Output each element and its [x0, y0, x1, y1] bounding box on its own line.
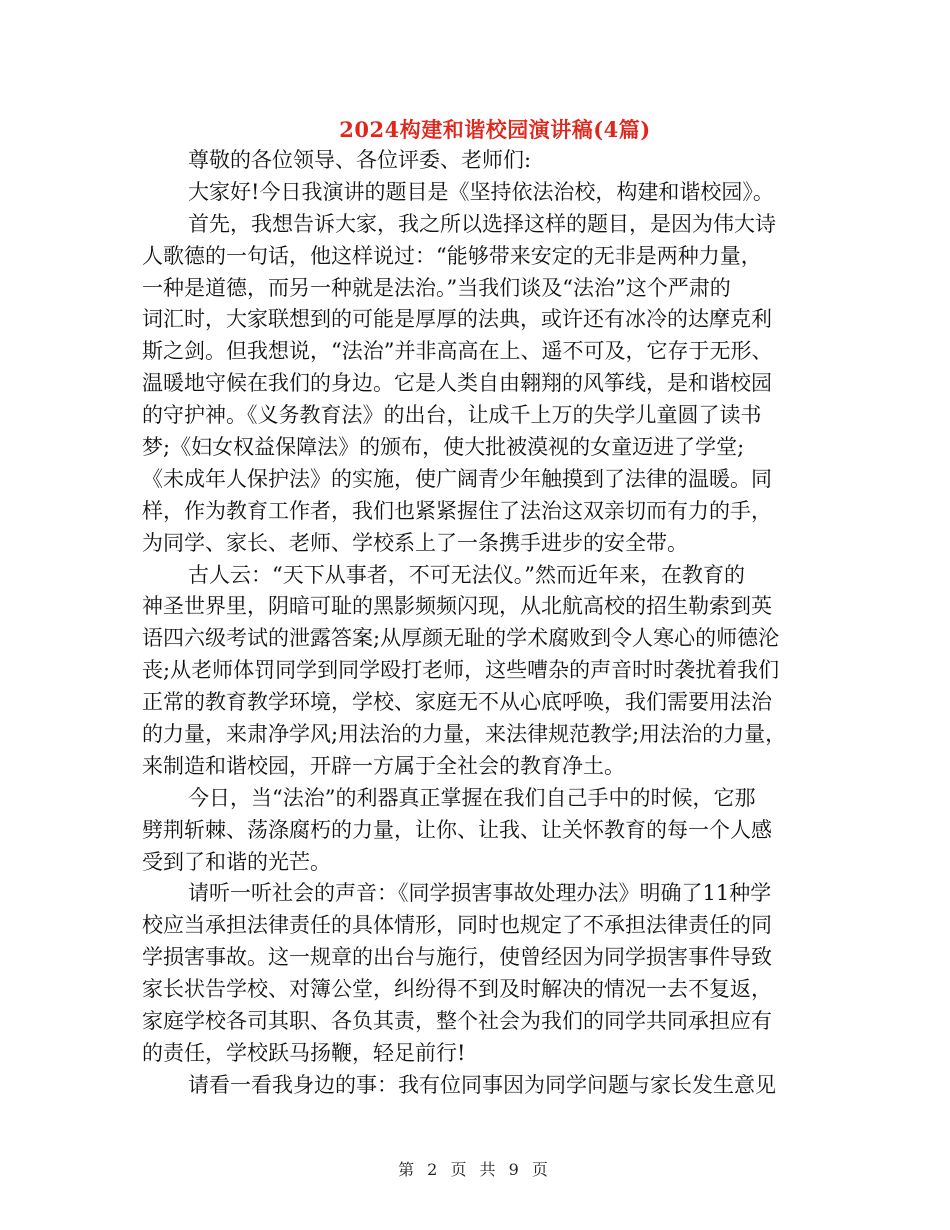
text-line: 学损害事故。这一规章的出台与施行，使曾经因为同学损害事件导致 [142, 945, 772, 970]
text-line: 语四六级考试的泄露答案;从厚颜无耻的学术腐败到令人寒心的师德沦 [142, 626, 780, 651]
text-line: 温暖地守候在我们的身边。它是人类自由翱翔的风筝线，是和谐校园 [142, 371, 772, 396]
text-line: 正常的教育教学环境，学校、家庭无不从心底呼唤，我们需要用法治 [142, 690, 772, 715]
document-body [142, 145, 812, 1102]
text-line: 一种是道德，而另一种就是法治。”当我们谈及“法治”这个严肃的 [142, 275, 731, 300]
text-line: 的责任，学校跃马扬鞭，轻足前行! [142, 1040, 466, 1065]
text-line: 为同学、家长、老师、学校系上了一条携手进步的安全带。 [142, 530, 688, 555]
text-line: 丧;从老师体罚同学到同学殴打老师，这些嘈杂的声音时时袭扰着我们 [142, 658, 780, 683]
text-line: 大家好!今日我演讲的题目是《坚持依法治校，构建和谐校园》。 [188, 179, 774, 204]
document-title: 2024构建和谐校园演讲稿(4篇) [339, 117, 651, 142]
text-line: 古人云：“天下从事者，不可无法仪。”然而近年来，在教育的 [188, 562, 745, 587]
text-line: 劈荆斩棘、荡涤腐朽的力量，让你、让我、让关怀教育的每一个人感 [142, 817, 772, 842]
text-line: 的力量，来肃净学风;用法治的力量，来法律规范教学;用法治的力量， [142, 722, 787, 747]
text-line: 梦;《妇女权益保障法》的颁布，使大批被漠视的女童迈进了学堂; [142, 435, 745, 460]
text-line: 神圣世界里，阴暗可耻的黑影频频闪现，从北航高校的招生勒索到英 [142, 594, 772, 619]
text-line: 来制造和谐校园，开辟一方属于全社会的教育净土。 [142, 753, 625, 778]
text-line: 受到了和谐的光芒。 [142, 849, 331, 874]
text-line: 样，作为教育工作者，我们也紧紧握住了法治这双亲切而有力的手， [142, 498, 772, 523]
text-line: 请听一听社会的声音：《同学损害事故处理办法》明确了11种学 [188, 881, 772, 906]
text-line: 今日，当“法治”的利器真正掌握在我们自己手中的时候，它那 [188, 785, 756, 810]
page-footer: 第 2 页 共 9 页 [398, 1160, 552, 1179]
text-line: 校应当承担法律责任的具体情形，同时也规定了不承担法律责任的同 [142, 913, 772, 938]
text-line: 词汇时，大家联想到的可能是厚厚的法典，或许还有冰冷的达摩克利 [142, 307, 772, 332]
text-line: 家庭学校各司其职、各负其责，整个社会为我们的同学共同承担应有 [142, 1009, 772, 1034]
text-line: 尊敬的各位领导、各位评委、老师们: [188, 148, 532, 172]
text-line: 请看一看我身边的事：我有位同事因为同学问题与家长发生意见 [188, 1072, 776, 1097]
text-line: 首先，我想告诉大家，我之所以选择这样的题目，是因为伟大诗 [188, 211, 776, 236]
text-line: 人歌德的一句话，他这样说过：“能够带来安定的无非是两种力量， [142, 243, 762, 268]
text-line: 《未成年人保护法》的实施，使广阔青少年触摸到了法律的温暖。同 [142, 466, 772, 491]
text-line: 家长状告学校、对簿公堂，纠纷得不到及时解决的情况一去不复返， [142, 977, 772, 1002]
text-line: 斯之剑。但我想说，“法治”并非高高在上、遥不可及，它存于无形、 [142, 339, 773, 364]
text-line: 的守护神。《义务教育法》的出台，让成千上万的失学儿童圆了读书 [142, 403, 762, 428]
